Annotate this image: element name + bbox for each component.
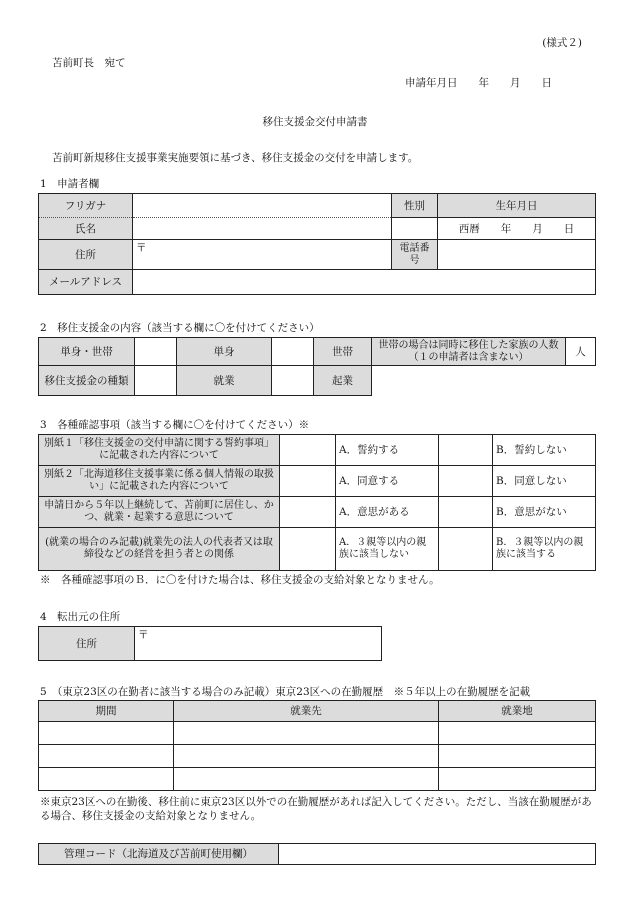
table-row xyxy=(39,722,596,745)
section-5-heading: 5 （東京23区の在勤者に該当する場合のみ記載）東京23区への在勤履歴 ※５年以上の在勤履歴を記載 xyxy=(40,686,531,698)
management-code-field[interactable] xyxy=(279,844,596,865)
postal-mark-previous: 〒 xyxy=(138,629,149,641)
confirm-row-3-a: A．意思がある xyxy=(336,497,439,528)
support-content-table xyxy=(38,337,596,396)
period-cell[interactable] xyxy=(39,745,174,768)
confirm-row-2-a-check[interactable] xyxy=(280,466,336,497)
intro-text: 苫前町新規移住支援事業実施要領に基づき、移住支援金の交付を申請します。 xyxy=(52,152,419,164)
postal-mark: 〒 xyxy=(136,242,147,254)
employer-cell[interactable] xyxy=(174,745,439,768)
single-check[interactable] xyxy=(135,338,177,366)
workplace-header: 就業地 xyxy=(439,701,596,722)
work-history-table xyxy=(38,700,596,791)
employer-cell[interactable] xyxy=(174,768,439,791)
address-label: 住所 xyxy=(39,240,133,270)
single-label: 単身 xyxy=(177,338,272,366)
furigana-label: フリガナ xyxy=(39,194,133,218)
document-title: 移住支援金交付申請書 xyxy=(262,116,368,128)
household-check[interactable] xyxy=(272,338,314,366)
confirm-row-3-b: B．意思がない xyxy=(493,497,596,528)
birthdate-label: 生年月日 xyxy=(438,194,596,218)
management-code-table xyxy=(38,843,596,865)
confirm-row-2-label: 別紙２「北海道移住支援事業に係る個人情報の取扱い」に記載された内容について xyxy=(39,466,280,497)
phone-label: 電話番号 xyxy=(392,240,438,270)
confirm-row-3-b-check[interactable] xyxy=(439,497,493,528)
name-field[interactable] xyxy=(133,218,392,240)
table-row xyxy=(39,768,596,791)
confirm-row-1-a-check[interactable] xyxy=(280,435,336,466)
confirm-row-4-a-check[interactable] xyxy=(280,528,336,571)
table-row xyxy=(39,745,596,768)
section-2-heading: 2 移住支援金の内容（該当する欄に〇を付けてください） xyxy=(40,322,320,334)
support-kind-label: 移住支援金の種類 xyxy=(39,366,135,396)
address-field[interactable] xyxy=(133,240,392,270)
confirm-row-4-b: B．３親等以内の親族に該当する xyxy=(493,528,596,571)
addressee: 苫前町長 宛て xyxy=(52,57,126,69)
confirm-row-2-a: A．同意する xyxy=(336,466,439,497)
confirm-row-3-label: 申請日から５年以上継続して、苫前町に居住し、かつ、就業・起業する意思について xyxy=(39,497,280,528)
confirmation-table xyxy=(38,434,596,571)
period-header: 期間 xyxy=(39,701,174,722)
previous-address-table xyxy=(38,626,382,661)
employment-check[interactable] xyxy=(135,366,177,396)
confirm-row-2-b: B．同意しない xyxy=(493,466,596,497)
gender-label: 性別 xyxy=(392,194,438,218)
workplace-cell[interactable] xyxy=(439,722,596,745)
application-date: 申請年月日 年 月 日 xyxy=(405,77,552,89)
work-history-note: ※東京23区への在勤後、移住前に東京23区以外での在勤履歴があれば記入してください。ただし、当該在勤履歴がある場合、移住支援金の支給対象となりません。 xyxy=(40,796,592,822)
applicant-table xyxy=(38,193,596,295)
blank-cell xyxy=(372,366,596,396)
management-code-label: 管理コード（北海道及び苫前町使用欄） xyxy=(39,844,279,865)
birthdate-field[interactable]: 西暦 年 月 日 xyxy=(438,218,596,240)
workplace-cell[interactable] xyxy=(439,768,596,791)
previous-address-field[interactable] xyxy=(135,627,382,661)
confirm-row-1-a: A．誓約する xyxy=(336,435,439,466)
family-count-unit: 人 xyxy=(566,338,596,366)
furigana-field[interactable] xyxy=(133,194,392,218)
name-label: 氏名 xyxy=(39,218,133,240)
confirm-row-1-label: 別紙１「移住支援金の交付申請に関する誓約事項」に記載された内容について xyxy=(39,435,280,466)
employment-label: 就業 xyxy=(177,366,272,396)
startup-label: 起業 xyxy=(314,366,372,396)
section-1-heading: 1 申請者欄 xyxy=(40,178,100,190)
confirm-row-4-b-check[interactable] xyxy=(439,528,493,571)
startup-check[interactable] xyxy=(272,366,314,396)
confirm-row-2-b-check[interactable] xyxy=(439,466,493,497)
period-cell[interactable] xyxy=(39,768,174,791)
employer-cell[interactable] xyxy=(174,722,439,745)
previous-address-label: 住所 xyxy=(39,627,135,661)
family-count-label: 世帯の場合は同時に移住した家族の人数（１の申請者は含まない） xyxy=(372,338,566,366)
confirm-row-3-a-check[interactable] xyxy=(280,497,336,528)
form-number: (様式２) xyxy=(542,37,582,49)
section-3-heading: 3 各種確認事項（該当する欄に〇を付けてください）※ xyxy=(40,419,310,431)
section-4-heading: 4 転出元の住所 xyxy=(40,611,121,623)
household-label: 世帯 xyxy=(314,338,372,366)
employer-header: 就業先 xyxy=(174,701,439,722)
workplace-cell[interactable] xyxy=(439,745,596,768)
confirmation-note: ※ 各種確認事項のＢ．に〇を付けた場合は、移住支援金の支給対象となりません。 xyxy=(40,574,440,586)
email-field[interactable] xyxy=(133,270,596,295)
confirm-row-1-b: B．誓約しない xyxy=(493,435,596,466)
single-household-label: 単身・世帯 xyxy=(39,338,135,366)
gender-field[interactable] xyxy=(392,218,438,240)
period-cell[interactable] xyxy=(39,722,174,745)
confirm-row-4-a: A．３親等以内の親族に該当しない xyxy=(336,528,439,571)
confirm-row-4-label: (就業の場合のみ記載)就業先の法人の代表者又は取締役などの経営を担う者との関係 xyxy=(39,528,280,571)
phone-field[interactable] xyxy=(438,240,596,270)
email-label: メールアドレス xyxy=(39,270,133,295)
confirm-row-1-b-check[interactable] xyxy=(439,435,493,466)
